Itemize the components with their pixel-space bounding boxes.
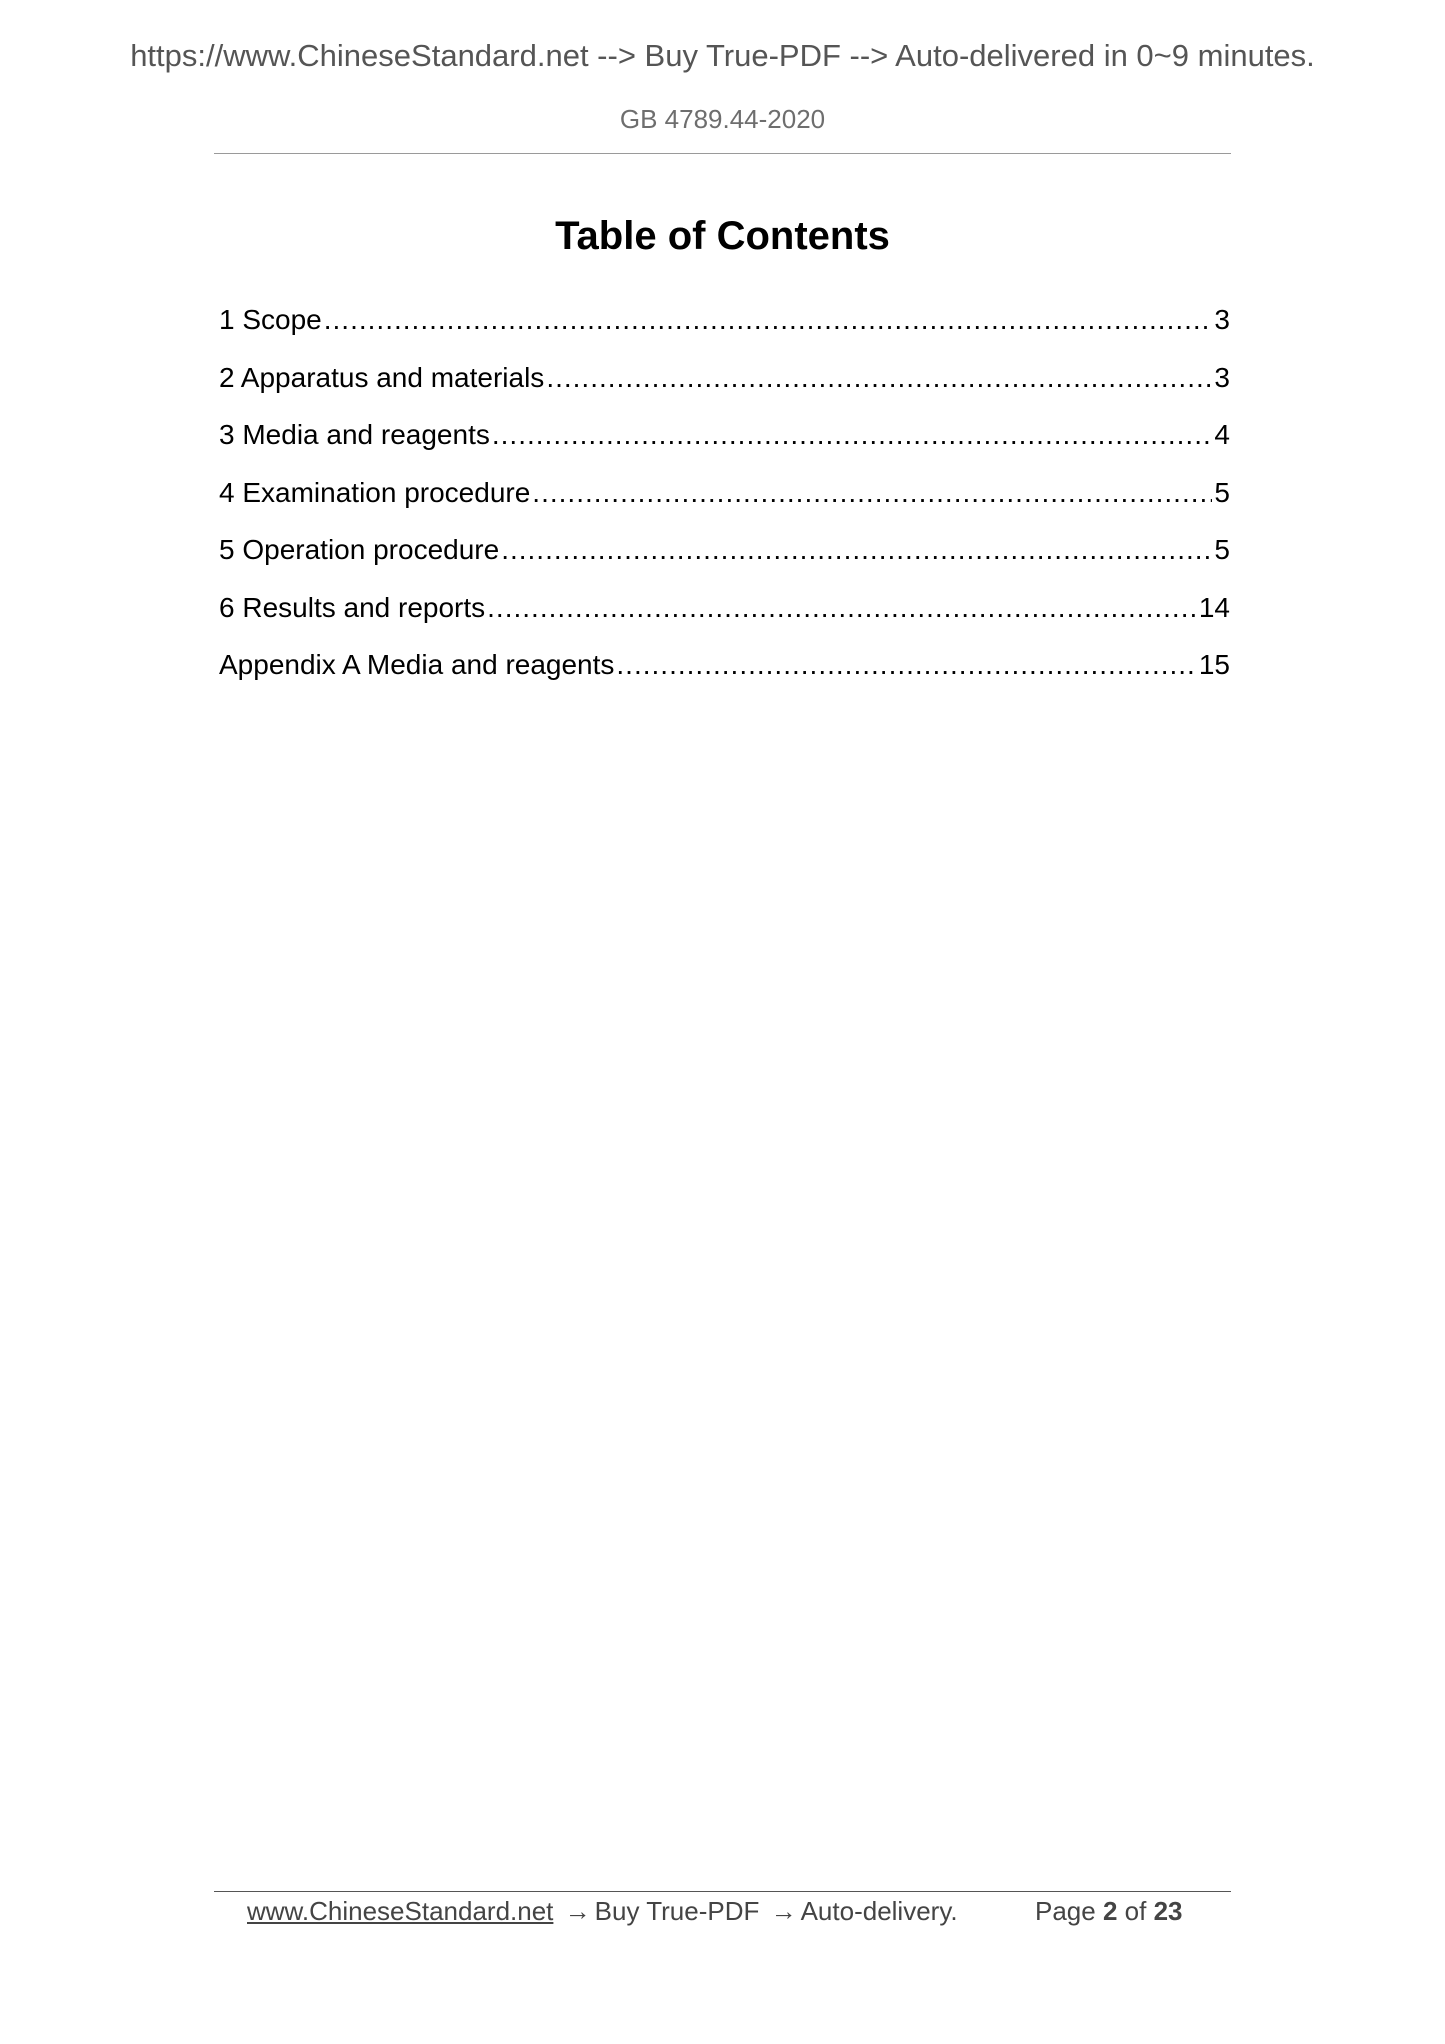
toc-list — [219, 304, 1230, 707]
toc-entry-page: 4 — [1214, 419, 1230, 450]
toc-entry-label: 1 Scope — [219, 304, 322, 335]
toc-leader-dots — [492, 419, 1213, 451]
toc-entry-media[interactable] — [219, 419, 1230, 477]
top-banner: https://www.ChineseStandard.net --> Buy True-PDF --> Auto-delivered in 0~9 minutes. — [130, 38, 1315, 73]
footer-divider — [214, 1891, 1231, 1892]
toc-entry-operation[interactable] — [219, 534, 1230, 592]
toc-entry-label: 6 Results and reports — [219, 591, 486, 623]
total-page-count: 23 — [1153, 1896, 1183, 1926]
toc-entry-appendix-a[interactable] — [219, 649, 1230, 707]
toc-entry-page: 5 — [1214, 534, 1230, 565]
toc-entry-label: 2 Apparatus and materials — [219, 361, 545, 393]
header-divider — [214, 153, 1231, 154]
toc-entry-label: 4 Examination procedure — [219, 476, 531, 508]
toc-entry-label: Appendix A Media and reagents — [219, 649, 615, 680]
toc-leader-dots — [487, 592, 1197, 624]
toc-entry-page: 14 — [1198, 591, 1230, 623]
current-page-number: 2 — [1102, 1896, 1118, 1926]
page-footer — [247, 1896, 1207, 1927]
toc-leader-dots — [324, 304, 1213, 336]
arrow-right-icon: → — [770, 1896, 797, 1926]
buy-pdf-text: Buy True-PDF — [594, 1896, 760, 1926]
toc-entry-scope[interactable] — [219, 304, 1230, 362]
page-word: Page — [1035, 1896, 1096, 1926]
toc-entry-examination[interactable] — [219, 477, 1230, 535]
toc-entry-page: 3 — [1214, 361, 1230, 393]
page-indicator — [1035, 1896, 1207, 1927]
arrow-right-icon: → — [564, 1896, 591, 1926]
toc-entry-page: 15 — [1198, 649, 1230, 680]
toc-entry-page: 3 — [1214, 304, 1230, 335]
of-word: of — [1124, 1896, 1147, 1926]
auto-delivery-text: Auto-delivery. — [800, 1896, 958, 1926]
toc-entry-page: 5 — [1214, 476, 1230, 508]
toc-entry-label: 5 Operation procedure — [219, 534, 500, 565]
toc-entry-apparatus[interactable] — [219, 362, 1230, 420]
toc-title: Table of Contents — [555, 214, 890, 258]
toc-entry-results[interactable] — [219, 592, 1230, 650]
toc-leader-dots — [501, 534, 1212, 566]
toc-leader-dots — [532, 477, 1212, 509]
toc-leader-dots — [616, 649, 1196, 681]
site-link[interactable]: www.ChineseStandard.net — [247, 1896, 554, 1926]
document-code: GB 4789.44-2020 — [619, 104, 826, 134]
toc-entry-label: 3 Media and reagents — [219, 419, 490, 450]
toc-leader-dots — [546, 362, 1212, 394]
